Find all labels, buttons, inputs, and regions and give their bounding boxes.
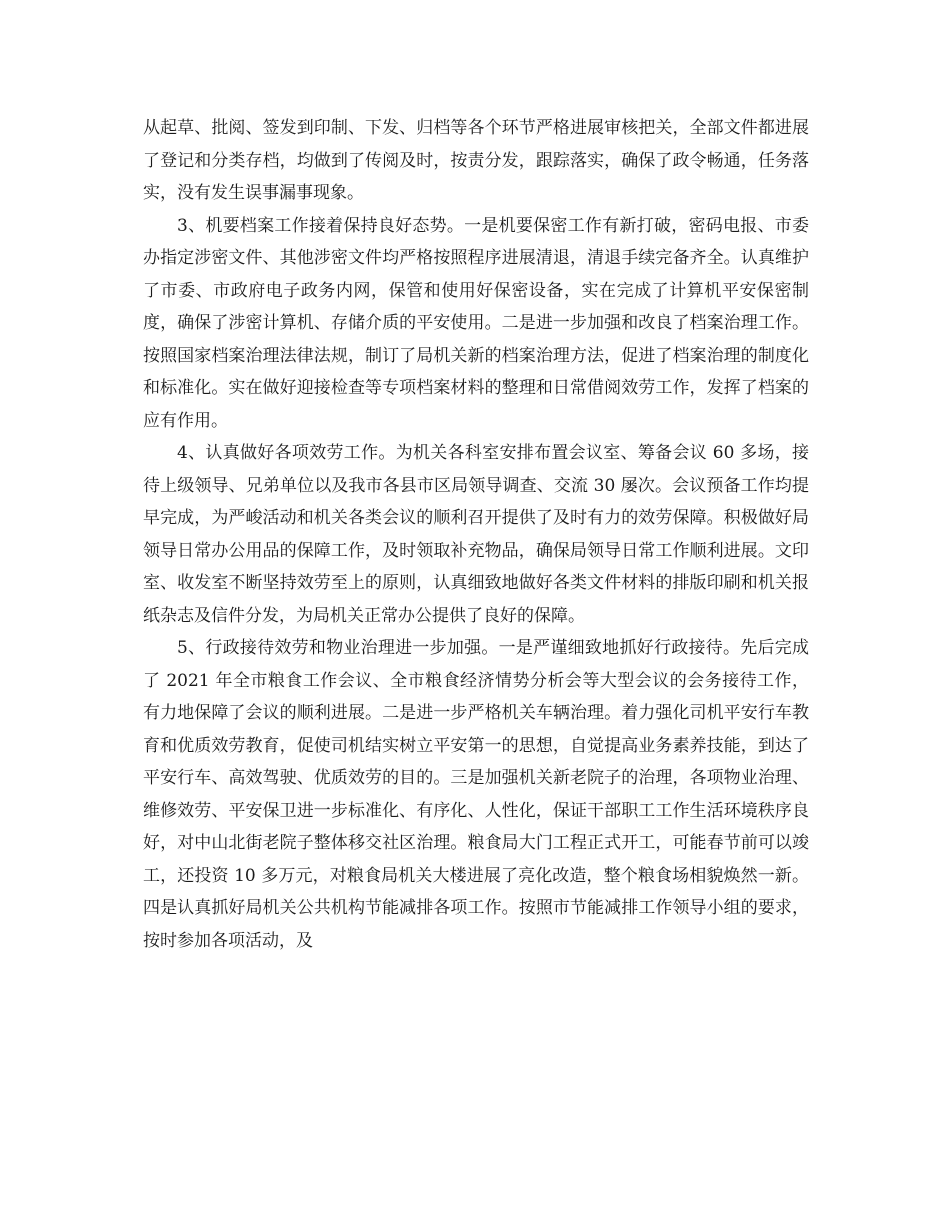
document-body bbox=[143, 112, 809, 957]
paragraph-continuation: 从起草、批阅、签发到印制、下发、归档等各个环节严格进展审核把关，全部文件都进展了登记和分类存档，均做到了传阅及时，按责分发，跟踪落实，确保了政令畅通，任务落实，没有发生误事漏事现象。 bbox=[143, 118, 809, 203]
paragraph-service-work: 4、认真做好各项效劳工作。为机关各科室安排布置会议室、筹备会议 60 多场，接待上级领导、兄弟单位以及我市各县市区局领导调查、交流 30 屡次。会议预备工作均提早完成，为严峻活动和机关各类会议的顺利召开提供了及时有力的效劳保障。积极做好局领导日常办公用品的保障工作，及时领取补充物品，确保局领导日常工作顺利进展。文印室、收发室不断坚持效劳至上的原则，认真细致地做好各类文件材料的排版印刷和机关报纸杂志及信件分发，为局机关正常办公提供了良好的保障。 bbox=[143, 443, 809, 626]
paragraph-archive-work: 3、机要档案工作接着保持良好态势。一是机要保密工作有新打破，密码电报、市委办指定涉密文件、其他涉密文件均严格按照程序进展清退，清退手续完备齐全。认真维护了市委、市政府电子政务内网，保管和使用好保密设备，实在完成了计算机平安保密制度，确保了涉密计算机、存储介质的平安使用。二是进一步加强和改良了档案治理工作。按照国家档案治理法律法规，制订了局机关新的档案治理方法，促进了档案治理的制度化和标准化。实在做好迎接检查等专项档案材料的整理和日常借阅效劳工作，发挥了档案的应有作用。 bbox=[143, 215, 809, 431]
paragraph-reception-property: 5、行政接待效劳和物业治理进一步加强。一是严谨细致地抓好行政接待。先后完成了 2021 年全市粮食工作会议、全市粮食经济情势分析会等大型会议的会务接待工作，有力地保障了会议的顺利进展。二是进一步严格机关车辆治理。着力强化司机平安行车教育和优质效劳教育，促使司机结实树立平安第一的思想，自觉提高业务素养技能，到达了平安行车、高效驾驶、优质效劳的目的。三是加强机关新老院子的治理，各项物业治理、维修效劳、平安保卫进一步标准化、有序化、人性化，保证干部职工工作生活环境秩序良好，对中山北街老院子整体移交社区治理。粮食局大门工程正式开工，可能春节前可以竣工，还投资 10 多万元，对粮食局机关大楼进展了亮化改造，整个粮食场相貌焕然一新。四是认真抓好局机关公共机构节能减排各项工作。按照市节能减排工作领导小组的要求，按时参加各项活动，及 bbox=[143, 638, 809, 951]
